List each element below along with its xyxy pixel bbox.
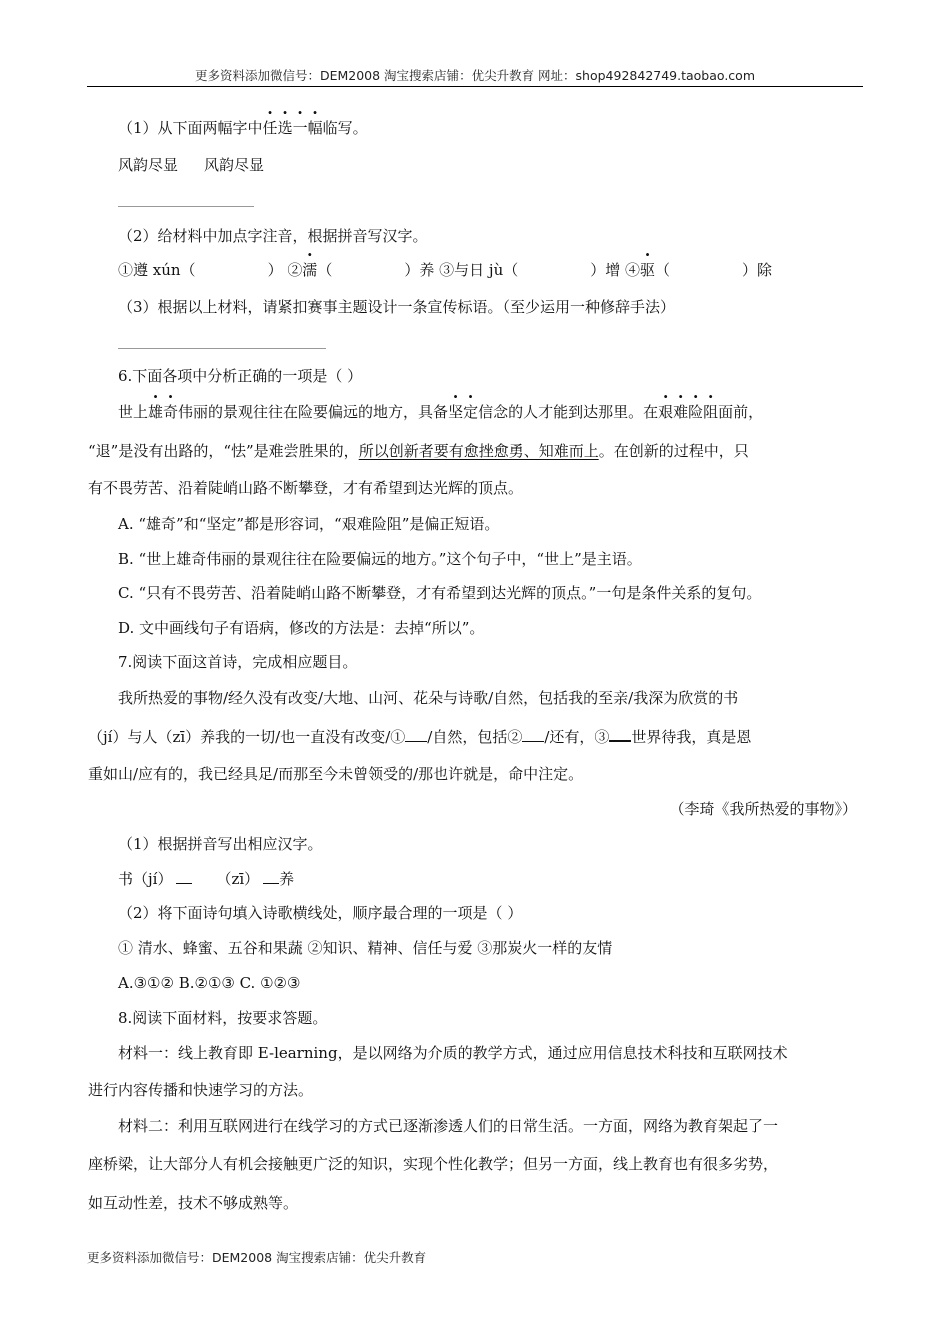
q5-part1-text-a: （1）从下面两幅字中 — [118, 119, 263, 137]
q5-part1-text-b: 临写。 — [322, 119, 368, 137]
passage-text: 伟丽的景观往往在险要偏远的地方，具备 — [178, 403, 449, 421]
header-divider — [87, 86, 863, 87]
dotted-char: 艰 — [658, 403, 674, 421]
q7-part1-blanks — [118, 869, 294, 889]
q7-poem-line2 — [88, 726, 751, 747]
page-footer: 更多资料添加微信号：DEM2008 淘宝搜索店铺：优尖升教育 — [87, 1250, 427, 1265]
q6-option-b: B. “世上雄奇伟丽的景观往往在险要偏远的地方。”这个句子中，“世上”是主语。 — [118, 550, 642, 568]
q7-poem-line1: 我所热爱的事物/经久没有改变/大地、山河、花朵与诗歌/自然，包括我的至亲/我深为欣赏的书 — [118, 689, 739, 707]
q7-source: （李琦《我所热爱的事物》） — [669, 800, 857, 818]
item-text: ） ② — [267, 261, 303, 279]
q7-part2-options: A.③①② B.②①③ C. ①②③ — [118, 974, 301, 992]
q7-part2-choices: ① 清水、蜂蜜、五谷和果蔬 ②知识、精神、信任与爱 ③那炭火一样的友情 — [118, 939, 613, 957]
calligraphy-sample-2: 风韵尽显 — [204, 156, 265, 174]
poem-text: /还有，③ — [544, 728, 610, 746]
item-text: （ — [655, 261, 671, 279]
dotted-char: 选 — [277, 119, 293, 137]
fill-blank-2 — [522, 727, 544, 742]
dotted-char: 濡 — [302, 261, 318, 279]
q8-material1-line2: 进行内容传播和快速学习的方法。 — [88, 1081, 314, 1099]
q6-title: 6.下面各项中分析正确的一项是（ ） — [118, 367, 363, 385]
dotted-char: 任 — [262, 119, 278, 137]
dotted-char: 驱 — [640, 261, 656, 279]
fill-blank-3 — [609, 726, 631, 742]
fill-blank — [176, 869, 192, 884]
underlined-sentence: 所以创新者要有愈挫愈勇、知难而上 — [358, 442, 599, 460]
passage-text: “退”是没有出路的，“怯”是难尝胜果的， — [88, 442, 359, 460]
dotted-char: 一 — [292, 119, 308, 137]
item-text: （ — [317, 261, 333, 279]
dotted-char: 奇 — [163, 403, 179, 421]
q6-passage-line3: 有不畏劳苦、沿着陡峭山路不断攀登，才有希望到达光辉的顶点。 — [88, 479, 524, 497]
dotted-char: 定 — [463, 403, 479, 421]
dotted-char: 险 — [688, 403, 704, 421]
q7-title: 7.阅读下面这首诗，完成相应题目。 — [118, 653, 358, 671]
q6-option-a: A. “雄奇”和“坚定”都是形容词，“艰难险阻”是偏正短语。 — [118, 515, 500, 533]
dotted-char: 坚 — [448, 403, 464, 421]
q5-part3-prompt: （3）根据以上材料，请紧扣赛事主题设计一条宣传标语。（至少运用一种修辞手法） — [118, 298, 676, 316]
answer-line — [118, 206, 254, 207]
q5-part2-prompt: （2）给材料中加点字注音，根据拼音写汉字。 — [118, 227, 428, 245]
q5-part1-prompt — [118, 118, 368, 138]
item-text: ①遵 xún（ — [118, 261, 196, 279]
pinyin-prompt: 书（jí） — [118, 870, 173, 888]
q6-passage-line2 — [88, 441, 749, 461]
q8-title: 8.阅读下面材料，按要求答题。 — [118, 1009, 328, 1027]
poem-text: 世界待我，真是恩 — [631, 728, 752, 746]
dotted-char: 幅 — [307, 119, 323, 137]
q7-part1-prompt: （1）根据拼音写出相应汉字。 — [118, 835, 323, 853]
item-text: ）增 ④ — [590, 261, 641, 279]
passage-text: 信念的人才能到达那里。在 — [478, 403, 659, 421]
q7-poem-line3: 重如山/应有的，我已经具足/而那至今未曾领受的/那也许就是，命中注定。 — [88, 765, 584, 783]
q6-option-d: D. 文中画线句子有语病，修改的方法是：去掉“所以”。 — [118, 619, 485, 637]
pinyin-prompt: 养 — [279, 870, 295, 888]
q8-material2-line2: 座桥梁，让大部分人有机会接触更广泛的知识，实现个性化教学；但另一方面，线上教育也有很多劣势， — [88, 1155, 779, 1173]
passage-text: 面前， — [718, 403, 764, 421]
passage-text: 世上 — [118, 403, 149, 421]
fill-blank-1 — [405, 727, 427, 742]
calligraphy-sample-1: 风韵尽显 — [118, 156, 179, 174]
item-text: ）除 — [742, 261, 773, 279]
page-header: 更多资料添加微信号：DEM2008 淘宝搜索店铺：优尖升教育 网址：shop492842749.taobao.com — [194, 68, 756, 83]
passage-text: 。在创新的过程中，只 — [598, 442, 749, 460]
q6-passage-line1 — [118, 402, 763, 422]
q8-material2-line1: 材料二：利用互联网进行在线学习的方式已逐渐渗透人们的日常生活。一方面，网络为教育架起了一 — [118, 1117, 779, 1135]
poem-text: /自然，包括② — [427, 728, 523, 746]
dotted-char: 雄 — [148, 403, 164, 421]
item-text: ）养 ③与日 jù（ — [404, 261, 519, 279]
answer-line — [118, 348, 326, 349]
dotted-char: 难 — [673, 403, 689, 421]
q5-part2-items — [118, 260, 772, 280]
fill-blank — [263, 869, 279, 884]
q8-material1-line1: 材料一：线上教育即 E-learning，是以网络为介质的教学方式，通过应用信息技术科技和互联网技术 — [118, 1044, 788, 1062]
pinyin-prompt: （zī） — [216, 870, 260, 888]
q6-option-c: C. “只有不畏劳苦、沿着陡峭山路不断攀登，才有希望到达光辉的顶点。”一句是条件关系的复句。 — [118, 584, 762, 602]
q7-part2-prompt: （2）将下面诗句填入诗歌横线处，顺序最合理的一项是（ ） — [118, 904, 523, 922]
calligraphy-samples — [118, 155, 264, 175]
dotted-char: 阻 — [703, 403, 719, 421]
poem-text: （jí）与人（zī）养我的一切/也一直没有改变/① — [88, 728, 406, 746]
q8-material2-line3: 如互动性差，技术不够成熟等。 — [88, 1194, 299, 1212]
